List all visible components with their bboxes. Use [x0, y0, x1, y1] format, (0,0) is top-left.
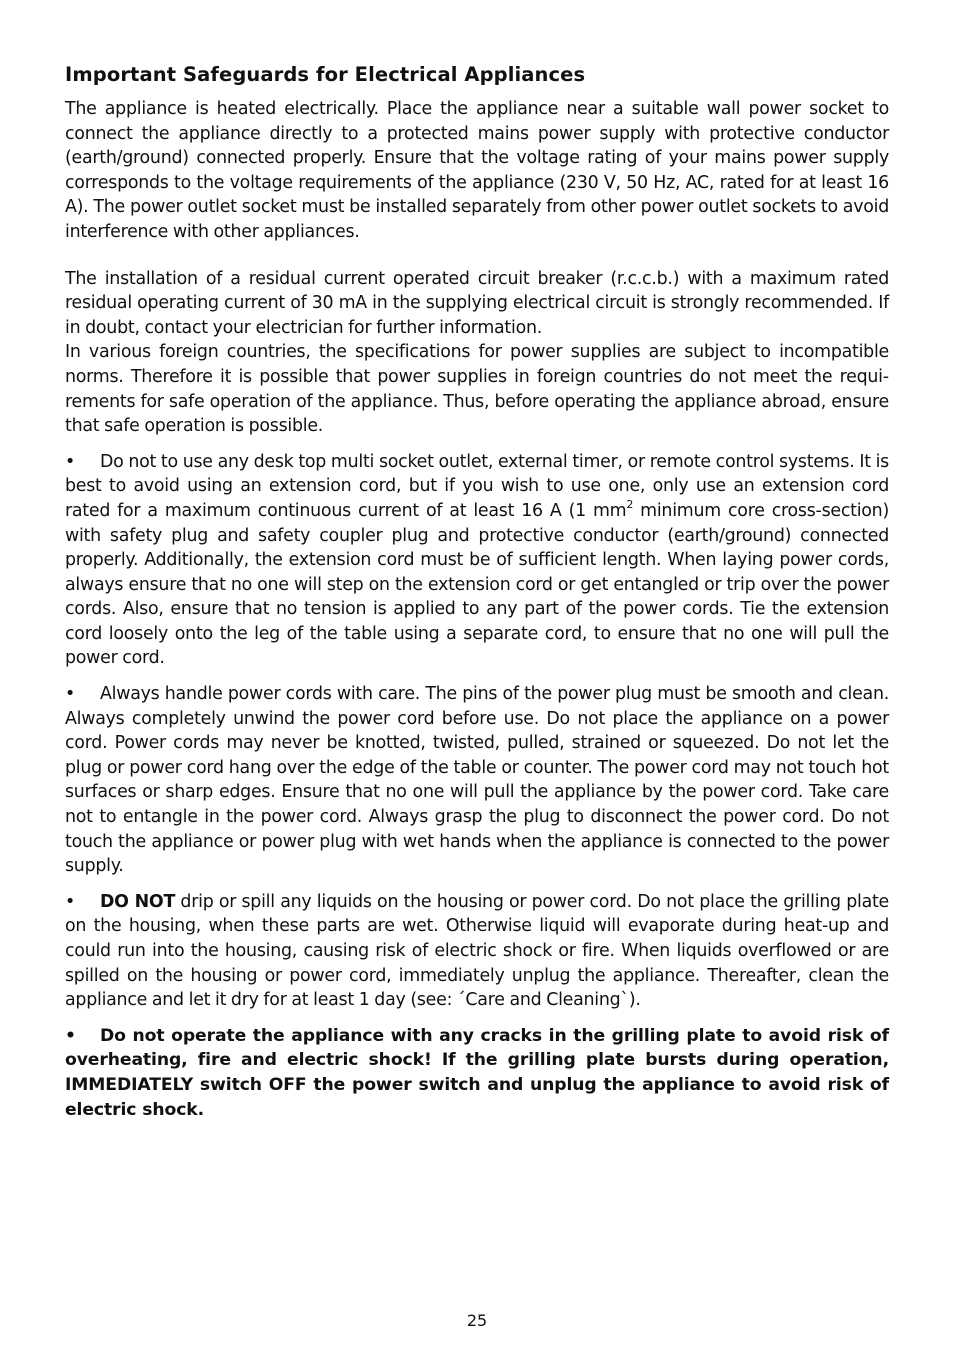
bullet-marker: • — [65, 1025, 76, 1046]
document-page — [65, 61, 889, 1122]
bullet-text: Always handle power cords with care. The pins of the power plug must be smooth and clean. Always completely unwind the power cord before use. Do not place the appliance on a power cord. Power cords may never be knotted, twisted, pulled, strained or squeezed. Do not let the plug or power cord hang over the edge of the table or counter. The power cord may not touch hot surfaces or sharp edges. Ensure that no one will pull the appliance by the power cord. Take care not to entangle in the power cord. Always grasp the plug to disconnect the power cord. Do not touch the appliance or power plug with wet hands when the appliance is connected to the power supply. — [65, 684, 889, 877]
paragraph-rccb: The installation of a residual current operated circuit breaker (r.c.c.b.) with a maximum rated residual operating current of 30 mA in the supplying electrical circuit is strongly recommended. If in doubt, contact your electrician for further information. — [65, 268, 889, 338]
bullet-text: Do not to use any desk top multi socket outlet, external timer, or remote control systems. It is best to avoid using an extension cord, but if you wish to use one, only use an extension cord rated for a maximum continuous current of at least 16 A (1 mm — [65, 451, 889, 521]
section-heading: Important Safeguards for Electrical Appliances — [65, 63, 586, 86]
paragraph-foreign-countries: In various foreign countries, the specifications for power supplies are subject to incompatible norms. Therefore it is possible that power supplies in foreign countries do not meet the requirements for safe operation of the appliance. Thus, before operating the appliance abroad, ensure that safe operation is possible. — [65, 342, 889, 437]
paragraph-power-supply: The appliance is heated electrically. Place the appliance near a suitable wall power socket to connect the appliance directly to a protected mains power supply with protective conductor (earth/ground) connected properly. Ensure that the voltage rating of your mains power supply corresponds to the voltage requirements of the appliance (230 V, 50 Hz, AC, rated for at least 16 A). The power outlet socket must be installed separately from other power outlet sockets to avoid interference with other appliances. — [65, 99, 889, 242]
bullet-marker: • — [65, 451, 76, 472]
page-number: 25 — [466, 1311, 488, 1330]
bold-warning: DO NOT — [100, 891, 176, 912]
bullet-cracks-warning — [65, 1024, 889, 1122]
bullet-marker: • — [65, 684, 76, 705]
bullet-liquids — [65, 890, 889, 1013]
bullet-text: drip or spill any liquids on the housing or power cord. Do not place the grilling plate on the housing, when these parts are wet. Otherwise liquid will evaporate during heat-up and could run into the housing, causing risk of electric shock or fire. When liquids overflowed or are spilled on the housing or power cord, immediately unplug the appliance. Thereafter, clean the appliance and let it dry for at least 1 day (see: ´Care and Cleaning`). — [65, 891, 889, 1011]
bullet-marker: • — [65, 891, 76, 912]
bullet-power-cord-care — [65, 682, 889, 879]
bullet-text: Do not operate the appliance with any cracks in the grilling plate to avoid risk of overheating, fire and electric shock! If the grilling plate bursts during operation, IMMEDIATELY switch OFF the power switch and unplug the appliance to avoid risk of electric shock. — [65, 1025, 889, 1120]
superscript: 2 — [626, 498, 634, 512]
bullet-text-continued: minimum core cross-section) with safety plug and safety coupler plug and protective conductor (earth/ground) connected properly. Additionally, the extension cord must be of sufficient length. When laying power cords, always ensure that no one will step on the extension cord or get entangled or trip over the power cords. Also, ensure that no tension is applied to any part of the power cords. Tie the extension cord loosely onto the leg of the table using a separate cord, to ensure that no one will pull the power cord. — [65, 500, 889, 669]
bullet-extension-cord — [65, 450, 889, 671]
